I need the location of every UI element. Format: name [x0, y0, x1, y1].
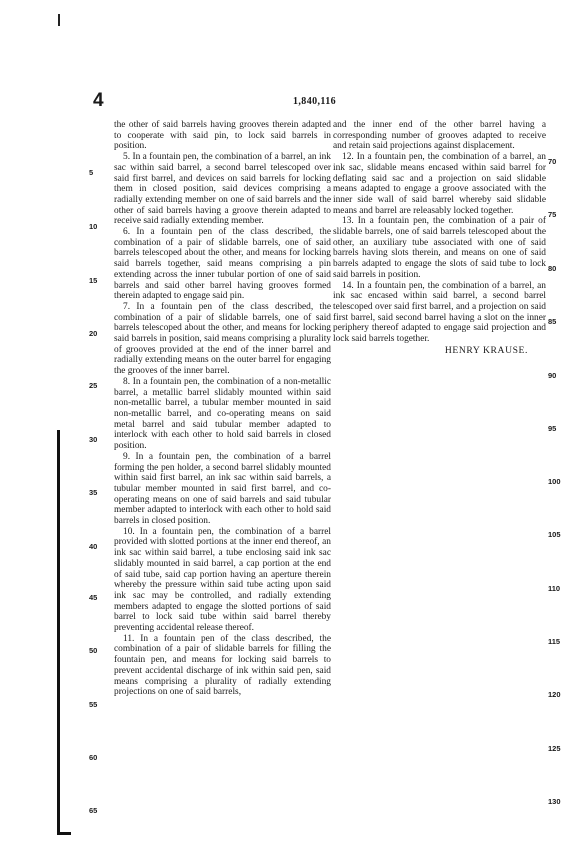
claim-paragraph: 8. In a fountain pen, the combination of a non-metallic barrel, a metallic barrel slidably mounted within said non-metallic barrel, a tubular member mounted in said non-metallic barrel, and co-operating means on said metal barrel and said tubular member adapted to interlock with each other to hold said barrels in closed position. [114, 376, 331, 452]
margin-bracket [57, 430, 60, 835]
line-number: 55 [89, 700, 98, 709]
claim-paragraph: 5. In a fountain pen, the combination of a barrel, an ink sac within said barrel, a second barrel telescoped over said first barrel, and devices on said barrels for locking them in closed position, said devices comprising a radially extending member on one of said barrels and the other of said barrels having a groove therein adapted to receive said radially extending member. [114, 152, 331, 227]
line-number: 120 [548, 690, 561, 699]
claim-paragraph: 9. In a fountain pen, the combination of a barrel forming the pen holder, a second barrel slidably mounted within said first barrel, an ink sac within said barrels, a tubular member mounted in said first barrel, and co-operating means on one of said barrels and said tubular member adapted to interlock with each other to hold said barrels in closed position. [114, 451, 331, 527]
page-number: 4 [93, 90, 104, 111]
line-number: 60 [89, 753, 98, 762]
line-number: 115 [548, 637, 561, 646]
claim-paragraph: 13. In a fountain pen, the combination of a pair of slidable barrels, one of said barrels telescoped about the other, an auxiliary tube associated with one of said barrels having slots therein, and means on one of said barrels adapted to engage the slots of said tube to lock said barrels in position. [333, 216, 546, 280]
line-number: 10 [89, 222, 98, 231]
claim-paragraph: the other of said barrels having grooves therein adapted to cooperate with said pin, to lock said barrels in position. [114, 120, 331, 152]
line-number: 85 [548, 317, 557, 326]
claim-paragraph: 7. In a fountain pen of the class described, the combination of a pair of slidable barrels, one of said barrels telescoped about the other, and means for locking said barrels in position, said means comprising a plurality of grooves provided at the end of the inner barrel and radially extending means on the outer barrel for engaging the grooves of the inner barrel. [114, 301, 331, 377]
line-number: 40 [89, 542, 98, 551]
left-column [114, 120, 331, 698]
line-number: 5 [89, 168, 94, 177]
line-number: 70 [548, 157, 557, 166]
line-number: 25 [89, 381, 98, 390]
patent-number: 1,840,116 [293, 96, 337, 107]
line-number: 100 [548, 477, 561, 486]
claim-paragraph: 6. In a fountain pen of the class described, the combination of a pair of slidable barrels, one of said barrels telescoped about the other, and means for locking said barrels together, said means comprising a pin extending across the inner tubular portion of one of said barrels and said other barrel having grooves formed therein adapted to engage said pin. [114, 227, 331, 302]
line-number: 90 [548, 371, 557, 380]
inventor-signature: HENRY KRAUSE. [444, 344, 528, 356]
claim-paragraph: 11. In a fountain pen of the class described, the combination of a pair of slidable barrels for filling the fountain pen, and means for locking said barrels to prevent accidental discharge of ink within said pen, said means comprising a plurality of radially extending projections on one of said barrels, [114, 633, 331, 698]
line-number: 110 [548, 584, 561, 593]
claim-paragraph: 12. In a fountain pen, the combination of a barrel, an ink sac, slidable means encased within said barrel for deflating said sac and a projection on said slidable means adapted to engage a groove associated with the inner side wall of said barrel whereby said slidable means and barrel are releasably locked together. [333, 152, 546, 216]
claim-paragraph: 10. In a fountain pen, the combination of a barrel provided with slotted portions at the inner end thereof, an ink sac within said barrel, a tube enclosing said ink sac slidably mounted in said barrel, a cap portion at the end of said tube, said cap portion having an aperture therein whereby the pressure within said tube acting upon said ink sac may be controlled, and radially extending members adapted to engage the slotted portions of said barrel to lock said tube within said barrel thereby preventing accidental release thereof. [114, 526, 331, 634]
line-number: 45 [89, 593, 98, 602]
line-number: 125 [548, 744, 561, 753]
line-number: 30 [89, 435, 98, 444]
line-number: 95 [548, 424, 557, 433]
line-number: 15 [89, 276, 98, 285]
line-number: 75 [548, 210, 557, 219]
claim-paragraph: 14. In a fountain pen, the combination of a barrel, an ink sac encased within said barrel, a second barrel telescoped over said first barrel, and a projection on said first barrel, said second barrel having a slot on the inner periphery thereof adapted to engage said projection and lock said barrels together. [333, 280, 546, 345]
line-number: 20 [89, 329, 98, 338]
line-number: 130 [548, 797, 561, 806]
line-number: 105 [548, 530, 561, 539]
scan-edge-mark [58, 14, 60, 26]
claim-paragraph: and the inner end of the other barrel having a corresponding number of grooves adapted to receive and retain said projections against displacement. [333, 120, 546, 152]
line-number: 80 [548, 264, 557, 273]
line-number: 35 [89, 488, 98, 497]
right-column [333, 120, 546, 356]
line-number: 50 [89, 646, 98, 655]
margin-bracket-foot [57, 832, 71, 835]
line-number: 65 [89, 806, 98, 815]
